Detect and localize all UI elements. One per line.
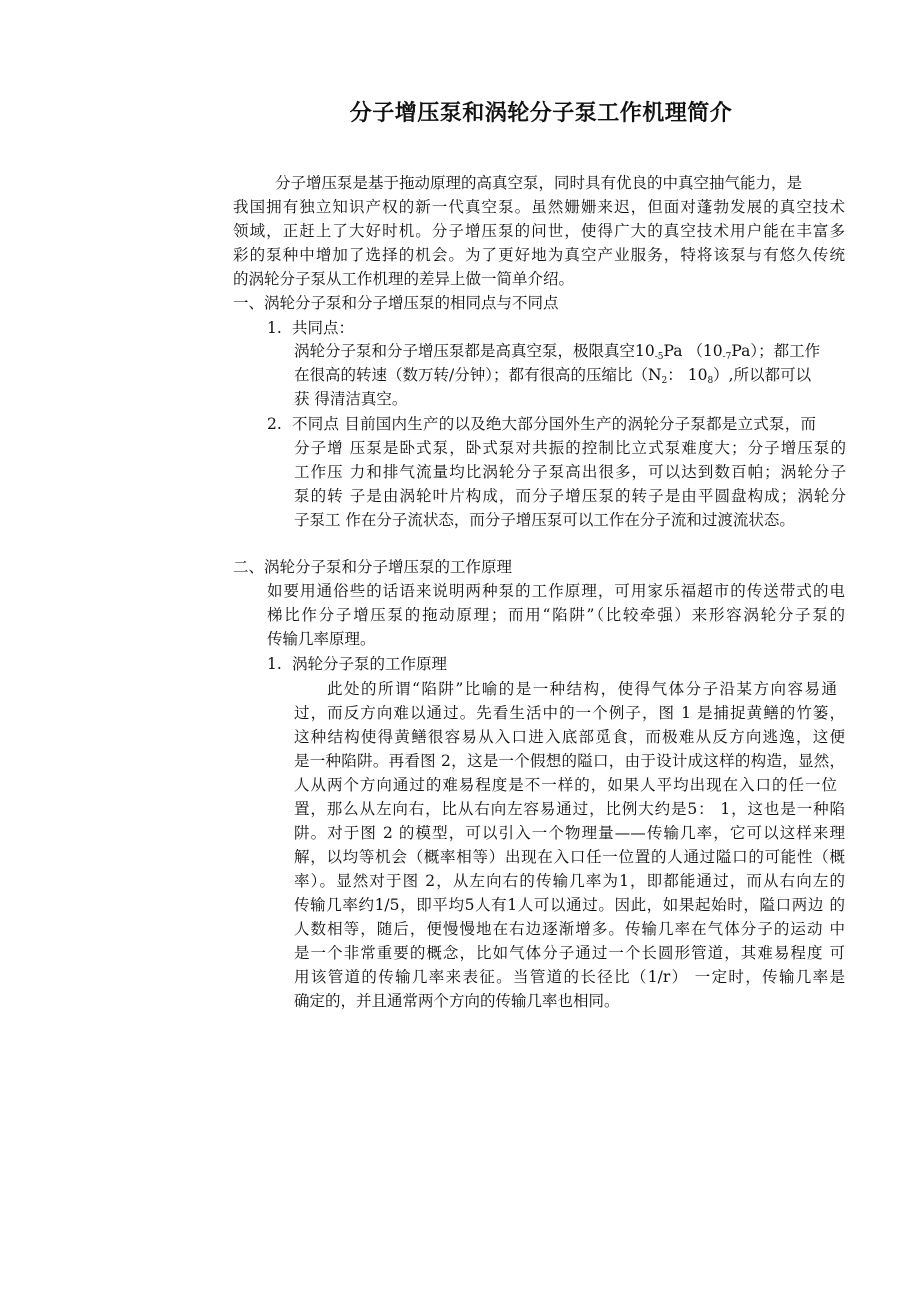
text-run: Pa）；都工作 xyxy=(731,342,821,360)
paragraph-line: 子泵工 作在分子流状态，而分子增压泵可以工作在分子流和过渡流状态。 xyxy=(294,511,795,529)
text-run: ）,所以都可以 xyxy=(713,366,812,384)
intro-line: 我国拥有独立知识产权的新一代真空泵。虽然姗姗来迟，但面对蓬勃发展的真空技术 xyxy=(233,198,845,216)
paragraph-line: 传输几率约1/5，即平均5人有1人可以通过。因此，如果起始时，隘口两边 的 xyxy=(294,896,845,914)
section-heading: 二、涡轮分子泵和分子增压泵的工作原理 xyxy=(233,558,513,576)
intro-line: 的涡轮分子泵从工作机理的差异上做一简单介绍。 xyxy=(233,270,575,288)
paragraph-line: 率）。显然对于图 2，从左向右的传输几率为1，即都能通过，而从右向左的 xyxy=(294,872,845,890)
exponent: 8 xyxy=(707,376,714,386)
section-heading: 一、涡轮分子泵和分子增压泵的相同点与不同点 xyxy=(233,294,559,312)
paragraph-line: 工作压 力和排气流量均比涡轮分子泵高出很多，可以达到数百帕；涡轮分子 xyxy=(294,463,846,481)
paragraph-line: 泵的转 子是由涡轮叶片构成，而分子增压泵的转子是由平圆盘构成；涡轮分 xyxy=(294,487,846,505)
paragraph-line: 分子增 压泵是卧式泵，卧式泵对共振的控制比立式泵难度大；分子增压泵的 xyxy=(294,439,846,457)
exponent: -5 xyxy=(654,352,664,362)
paragraph-line: 是一个非常重要的概念，比如气体分子通过一个长圆形管道，其难易程度 可 xyxy=(294,944,845,962)
paragraph-line: 解，以均等机会（概率相等）出现在入口任一位置的人通过隘口的可能性（概 xyxy=(294,848,845,866)
text-run: 涡轮分子泵和分子增压泵都是高真空泵，极限真空10 xyxy=(294,342,655,360)
paragraph-line: 这种结构使得黄鳝很容易从入口进入底部觅食，而极难从反方向逃逸，这便 xyxy=(294,728,845,746)
list-number: 1. xyxy=(267,655,282,673)
intro-line: 彩的泵种中增加了选择的机会。为了更好地为真空产业服务，特将该泵与有悠久传统 xyxy=(233,246,845,264)
item-heading: 涡轮分子泵的工作原理 xyxy=(292,655,448,673)
paragraph-line: 传输几率原理。 xyxy=(267,630,376,648)
intro-line: 分子增压泵是基于拖动原理的高真空泵，同时具有优良的中真空抽气能力，是 xyxy=(275,174,803,192)
exponent: -7 xyxy=(722,352,732,362)
list-number: 1. xyxy=(267,319,282,337)
paragraph-line: 人从两个方向通过的难易程度是不一样的，如果人平均出现在入口的任一位 xyxy=(294,776,837,794)
text-run: Pa （10 xyxy=(663,342,723,360)
paragraph-line: 人数相等，随后，便慢慢地在右边逐渐增多。传输几率在气体分子的运动 中 xyxy=(294,920,845,938)
text-run: ： 10 xyxy=(667,366,708,384)
paragraph-line: 是一种陷阱。再看图 2，这是一个假想的隘口，由于设计成这样的构造，显然， xyxy=(294,752,845,770)
paragraph-line: 过，而反方向难以通过。先看生活中的一个例子，图 1 是捕捉黄鳝的竹篓， xyxy=(294,704,845,722)
item-heading: 共同点： xyxy=(292,319,355,337)
paragraph-line: 置，那么从左向右，比从右向左容易通过，比例大约是5： 1，这也是一种陷 xyxy=(294,800,845,818)
paragraph-line: 获 得清洁真空。 xyxy=(294,390,408,408)
paragraph-line: 确定的，并且通常两个方向的传输几率也相同。 xyxy=(294,992,620,1010)
paragraph-line: 此处的所谓“陷阱”比喻的是一种结构，使得气体分子沿某方向容易通 xyxy=(327,680,837,698)
intro-line: 领域，正赶上了大好时机。分子增压泵的问世，使得广大的真空技术用户能在丰富多 xyxy=(233,222,845,240)
paragraph-line: 阱。对于图 2 的模型，可以引入一个物理量——传输几率，它可以这样来理 xyxy=(294,824,845,842)
list-number: 2. xyxy=(267,415,282,433)
text-run: 在很高的转速（数万转/分钟）；都有很高的压缩比（N xyxy=(294,366,662,384)
paragraph-line: 梯比作分子增压泵的拖动原理；而用“陷阱”（比较牵强）来形容涡轮分子泵的 xyxy=(267,606,845,624)
page-title: 分子增压泵和涡轮分子泵工作机理简介 xyxy=(349,101,733,126)
paragraph-line: 如要用通俗些的话语来说明两种泵的工作原理，可用家乐福超市的传送带式的电 xyxy=(267,582,845,600)
paragraph-line: 不同点 目前国内生产的以及绝大部分国外生产的涡轮分子泵都是立式泵，而 xyxy=(292,415,816,433)
paragraph-line: 用该管道的传输几率来表征。当管道的长径比（1/r） 一定时，传输几率是 xyxy=(294,968,845,986)
subscript: 2 xyxy=(661,376,668,386)
